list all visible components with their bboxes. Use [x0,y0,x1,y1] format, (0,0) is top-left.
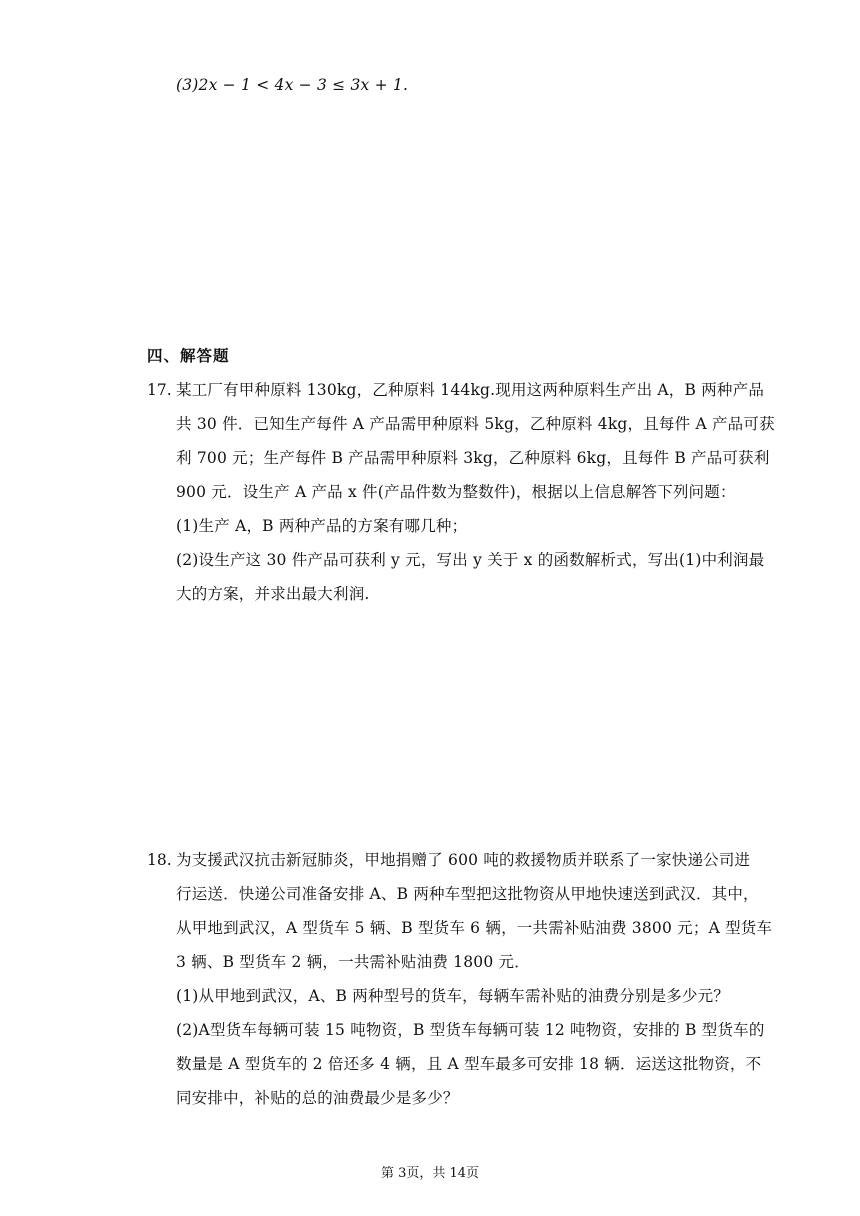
question-line: 为支援武汉抗击新冠肺炎，甲地捐赠了 600 吨的救援物质并联系了一家快递公司进 [176,851,751,869]
question-line: 行运送．快递公司准备安排 A、B 两种车型把这批物资从甲地快速送到武汉．其中， [176,885,759,903]
question-line: 共 30 件．已知生产每件 A 产品需甲种原料 5kg，乙种原料 4kg，且每件 A 产品可获 [176,415,775,433]
sub-question-2: (2)A型货车每辆可装 15 吨物资，B 型货车每辆可装 12 吨物资，安排的 B 型货车的 [176,1021,765,1039]
question-number: 17. [147,381,172,399]
question-line: 大的方案，并求出最大利润. [176,585,370,603]
question-line: 从甲地到武汉，A 型货车 5 辆、B 型货车 6 辆，一共需补贴油费 3800 元；A 型货车 [176,919,773,937]
sub-question-2: (2)设生产这 30 件产品可获利 y 元，写出 y 关于 x 的函数解析式，写出(1)中利润最 [176,551,765,569]
sub-question-1: (1)生产 A，B 两种产品的方案有哪几种； [176,517,468,535]
question-line: 900 元．设生产 A 产品 x 件(产品件数为整数件)，根据以上信息解答下列问题： [176,483,736,501]
section-title: 四、解答题 [147,347,230,365]
question-line: 3 辆、B 型货车 2 辆，一共需补贴油费 1800 元． [176,953,530,971]
question-line: 某工厂有甲种原料 130kg，乙种原料 144kg.现用这两种原料生产出 A，B 两种产品 [176,381,765,399]
question-line: 同安排中，补贴的总的油费最少是多少？ [176,1089,459,1107]
sub-question-1: (1)从甲地到武汉，A、B 两种型号的货车，每辆车需补贴的油费分别是多少元？ [176,987,730,1005]
inequality-line: (3)2x − 1 < 4x − 3 ≤ 3x + 1. [176,76,409,94]
page-footer: 第 3页，共 14页 [380,1166,480,1181]
question-line: 利 700 元；生产每件 B 产品需甲种原料 3kg，乙种原料 6kg，且每件 B 产品可获利 [176,449,770,467]
question-line: 数量是 A 型货车的 2 倍还多 4 辆，且 A 型车最多可安排 18 辆．运送这批物资，不 [176,1055,762,1073]
question-number: 18. [147,851,172,869]
